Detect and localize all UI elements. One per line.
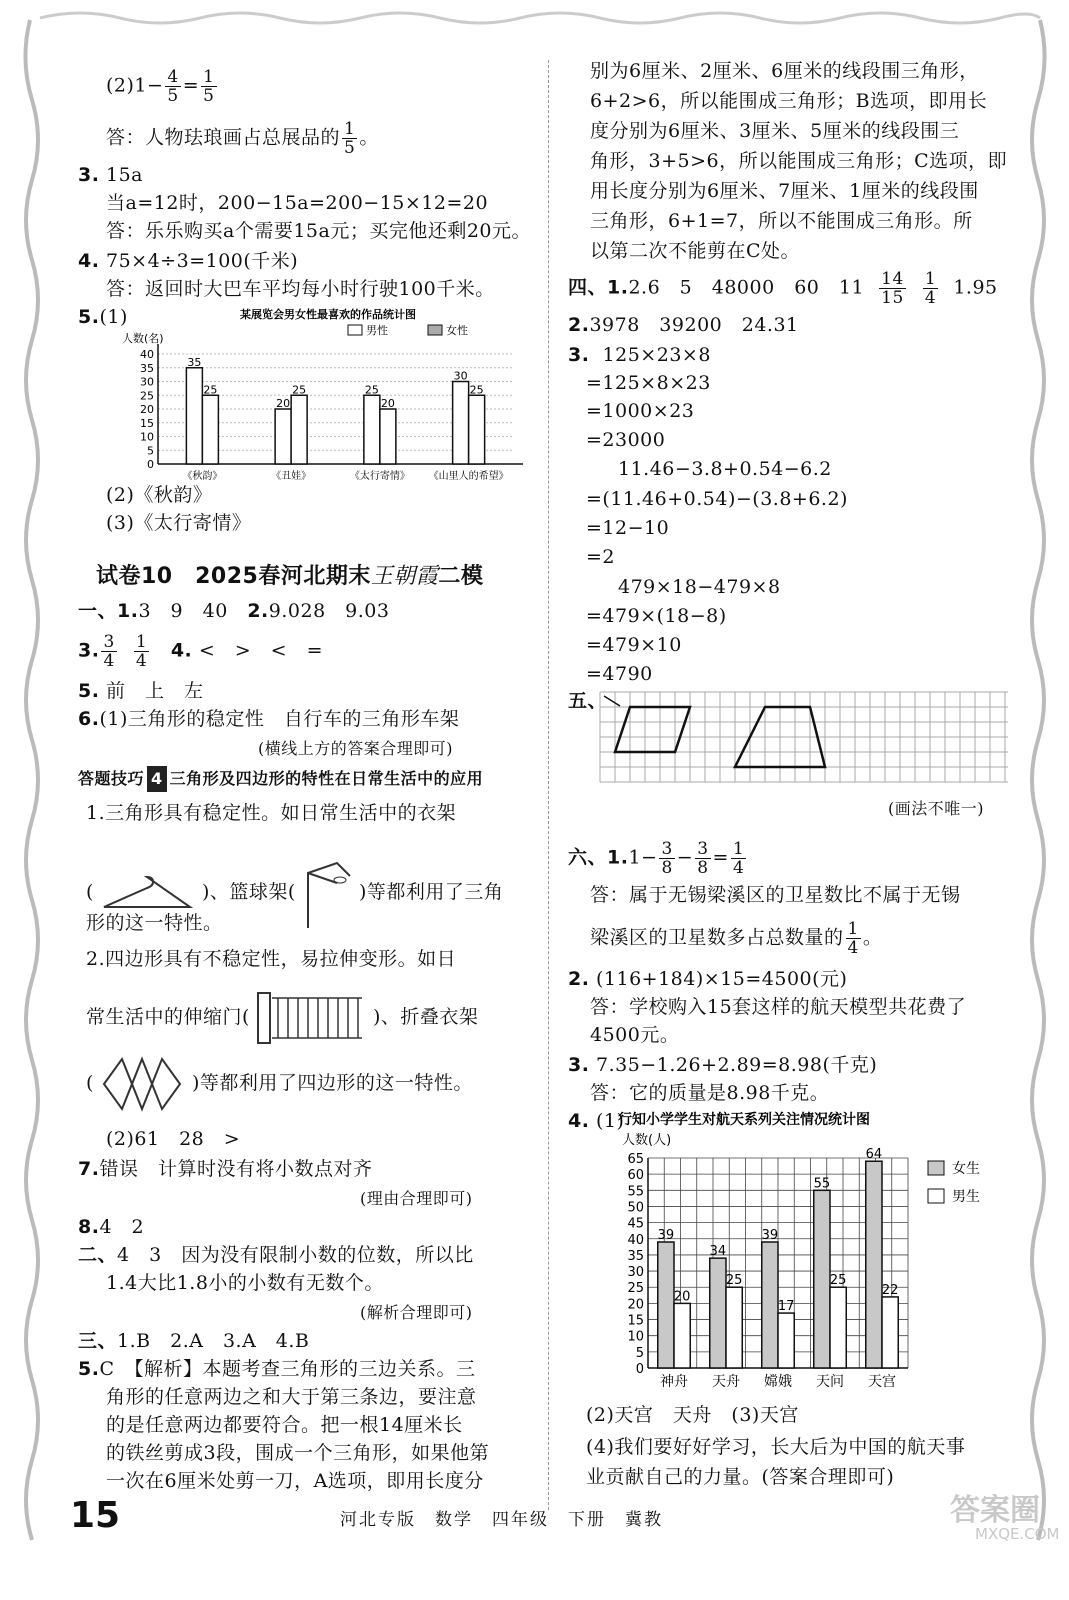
tip-2a: 2.四边形具有不稳定性，易拉伸变形。如日 xyxy=(86,948,457,970)
tip-1a: 1.三角形具有稳定性。如日常生活中的衣架 xyxy=(86,802,457,824)
calc: 479×18−479×8 xyxy=(618,576,781,598)
calc: =479×10 xyxy=(586,634,682,656)
bar-chart-exhibition xyxy=(118,304,538,484)
tip-1b: ( )、篮球架( )等都利用了三角 xyxy=(86,858,503,928)
y-tick-label: 60 xyxy=(627,1168,644,1184)
q4-line: 4. 75×4÷3=100(千米) xyxy=(78,250,299,272)
y-tick-label: 0 xyxy=(147,458,154,471)
test-title: 试卷10 2025春河北期末王朝霞二模 xyxy=(96,564,484,589)
r-line-2: 6+2>6，所以能围成三角形；B选项，即用长 xyxy=(590,90,988,112)
s3-5d: 的铁丝剪成3段，围成一个三角形，如果他第 xyxy=(106,1442,490,1464)
s6-1-answer-b: 梁溪区的卫星数多占总数量的 $\frac{1}{4}$ 。 xyxy=(590,919,883,958)
q3-answer: 答：乐乐购买a个需要15a元；买完他还剩20元。 xyxy=(106,220,532,242)
data-label: 20 xyxy=(276,397,291,410)
s6-4-2: (2)天宫 天舟 (3)天宫 xyxy=(586,1404,799,1426)
y-tick-label: 15 xyxy=(627,1313,644,1329)
x-tick-label: 天宫 xyxy=(868,1374,896,1390)
page-number: 15 xyxy=(70,1495,121,1536)
calc: 11.46−3.8+0.54−6.2 xyxy=(618,458,832,480)
r-line-6: 三角形，6+1=7，所以不能围成三角形。所 xyxy=(590,210,973,232)
data-label: 35 xyxy=(187,355,202,369)
s2-note: (解析合理即可) xyxy=(360,1303,473,1322)
s6-4-line: 4. (1) xyxy=(568,1110,625,1132)
data-label: 55 xyxy=(813,1176,831,1192)
q4-answer: 答：返回时大巴车平均每小时行驶100千米。 xyxy=(106,278,495,300)
page-footer xyxy=(70,1493,1060,1545)
s3-line: 三、1.B 2.A 3.A 4.B xyxy=(78,1330,310,1352)
legend-label: 女生 xyxy=(952,1161,980,1177)
bar-chart-space-program xyxy=(608,1108,1028,1398)
bar xyxy=(778,1313,794,1368)
bar xyxy=(453,382,469,465)
parallelogram-shape xyxy=(615,707,690,752)
x-tick-label: 神舟 xyxy=(660,1374,688,1390)
s3-5e: 一次在6厘米处剪一刀，A选项，即用长度分 xyxy=(106,1470,484,1492)
data-label: 25 xyxy=(364,383,379,397)
s1-7: 7.错误 计算时没有将小数点对齐 xyxy=(78,1158,373,1180)
chart-title: 行知小学学生对航天系列关注情况统计图 xyxy=(618,1112,870,1128)
legend-label: 男性 xyxy=(366,324,388,337)
data-label: 20 xyxy=(380,397,395,410)
y-tick-label: 65 xyxy=(627,1152,644,1167)
data-label: 25 xyxy=(829,1273,847,1289)
s6-2-answer-b: 4500元。 xyxy=(590,1024,680,1046)
calc: =4790 xyxy=(586,663,653,685)
bar xyxy=(658,1242,674,1368)
y-tick-label: 15 xyxy=(140,416,154,430)
fraction: $\frac{4}{5}$ xyxy=(167,67,179,106)
x-tick-label: 《山里人的希望》 xyxy=(428,471,509,482)
data-label: 25 xyxy=(292,383,307,397)
watermark-url: MXQE.COM xyxy=(975,1525,1060,1543)
q3-line: 3. 15a xyxy=(78,164,144,186)
r-line-5: 用长度分别为6厘米、7厘米、1厘米的线段围 xyxy=(590,180,979,202)
bar xyxy=(469,395,485,464)
x-tick-label: 天问 xyxy=(816,1374,844,1390)
calc: =12−10 xyxy=(586,517,670,539)
y-tick-label: 10 xyxy=(140,430,154,444)
s5-label: 五、 xyxy=(568,690,608,712)
footer-text: 河北专版 数学 四年级 下册 冀教 xyxy=(340,1510,663,1530)
y-tick-label: 40 xyxy=(627,1232,644,1248)
s1-6: 6.(1)三角形的稳定性 自行车的三角形车架 xyxy=(78,708,460,730)
x-tick-label: 嫦娥 xyxy=(764,1374,792,1390)
data-label: 64 xyxy=(865,1147,883,1163)
calc: =(11.46+0.54)−(3.8+6.2) xyxy=(586,488,848,510)
bar xyxy=(882,1297,898,1368)
x-tick-label: 《秋韵》 xyxy=(182,471,223,482)
calc: =1000×23 xyxy=(586,400,695,422)
calc: =479×(18−8) xyxy=(586,605,727,627)
tip-2b: 常生活中的伸缩门( )、折叠衣架 xyxy=(86,988,478,1048)
hanger-icon xyxy=(100,873,195,913)
y-tick-label: 0 xyxy=(635,1362,644,1377)
s6-1-line: 六、1.1− $\frac{3}{8}$ − $\frac{3}{8}$ = $\frac{1}{4}$ xyxy=(568,839,745,878)
data-label: 22 xyxy=(881,1282,899,1298)
x-tick-label: 天舟 xyxy=(712,1374,740,1390)
q5-3: (3)《太行寄情》 xyxy=(106,512,252,534)
s1-3-line: 3. $\frac{3}{4}$ $\frac{1}{4}$ 4. < > < = xyxy=(78,632,324,671)
y-axis-label: 人数(名) xyxy=(122,332,164,345)
s1-6-2: (2)61 28 > xyxy=(106,1128,241,1150)
y-tick-label: 35 xyxy=(627,1248,644,1264)
bar xyxy=(186,368,202,464)
answer-line: 答：人物珐琅画占总展品的 $\frac{1}{5}$ 。 xyxy=(106,119,379,158)
column-divider xyxy=(548,60,549,1510)
s3-5b: 角形的任意两边之和大于第三条边，要注意 xyxy=(106,1386,477,1408)
bar xyxy=(291,395,307,464)
text: (2)1− xyxy=(106,74,164,97)
y-axis-label: 人数(人) xyxy=(622,1133,672,1148)
tip-header: 答题技巧 4 三角形及四边形的特性在日常生活中的应用 xyxy=(78,766,483,792)
data-label: 25 xyxy=(469,383,484,397)
y-tick-label: 55 xyxy=(627,1184,644,1200)
data-label: 39 xyxy=(657,1228,675,1243)
bar xyxy=(380,409,396,464)
s4-3-c1: 3. 125×23×8 xyxy=(568,344,711,366)
x-tick-label: 《太行寄情》 xyxy=(349,471,410,482)
s6-2-answer: 答：学校购入15套这样的航天模型共花费了 xyxy=(590,996,967,1018)
s6-4-4b: 业贡献自己的力量。(答案合理即可) xyxy=(586,1466,895,1488)
calc: =125×8×23 xyxy=(586,372,711,394)
s2-line-b: 1.4大比1.8小的小数有无数个。 xyxy=(106,1272,384,1294)
legend-swatch xyxy=(348,325,362,335)
data-label: 34 xyxy=(709,1244,727,1260)
bar xyxy=(202,395,218,464)
y-tick-label: 30 xyxy=(140,375,154,389)
y-tick-label: 30 xyxy=(627,1265,644,1281)
legend-label: 男生 xyxy=(952,1189,980,1205)
s1-8: 8.4 2 xyxy=(78,1216,145,1238)
y-tick-label: 10 xyxy=(627,1329,644,1345)
s6-3-answer: 答：它的质量是8.98千克。 xyxy=(590,1082,830,1104)
fraction: $\frac{1}{5}$ xyxy=(344,119,356,158)
calc: =2 xyxy=(586,546,616,568)
bar xyxy=(364,395,380,464)
s6-4-4a: (4)我们要好好学习，长大后为中国的航天事 xyxy=(586,1436,966,1458)
data-label: 39 xyxy=(761,1228,779,1243)
y-tick-label: 25 xyxy=(627,1281,644,1297)
bar xyxy=(830,1287,846,1368)
telescopic-gate-icon xyxy=(256,988,366,1048)
q5-line: 5.(1) xyxy=(78,306,128,328)
s1-6-note: (横线上方的答案合理即可) xyxy=(258,739,453,758)
folding-rack-icon xyxy=(100,1054,185,1114)
legend-label: 女性 xyxy=(446,324,468,337)
s4-line-2: 2.3978 39200 24.31 xyxy=(568,314,799,336)
s6-1-answer-a: 答：属于无锡梁溪区的卫星数比不属于无锡 xyxy=(590,884,961,906)
y-tick-label: 45 xyxy=(627,1216,644,1232)
legend-swatch xyxy=(928,1189,944,1203)
legend-swatch xyxy=(928,1161,944,1175)
grid-drawing xyxy=(598,690,1010,790)
fraction: $\frac{1}{5}$ xyxy=(203,67,215,106)
bar xyxy=(762,1242,778,1368)
y-tick-label: 25 xyxy=(140,389,154,403)
y-tick-label: 40 xyxy=(140,348,154,361)
line-2-1-5: (2)1− $\frac{4}{5}$ = $\frac{1}{5}$ xyxy=(106,67,215,106)
bar xyxy=(726,1287,742,1368)
data-label: 25 xyxy=(725,1273,743,1289)
data-label: 17 xyxy=(777,1299,795,1315)
y-tick-label: 5 xyxy=(147,444,154,458)
watermark-logo: 答案圈 xyxy=(950,1493,1040,1528)
r-line-3: 度分别为6厘米、3厘米、5厘米的线段围三 xyxy=(590,120,960,142)
s3-5c: 的是任意两边都要符合。把一根14厘米长 xyxy=(106,1414,463,1436)
x-tick-label: 《丑娃》 xyxy=(271,471,312,482)
chart-title: 某展览会男女性最喜欢的作品统计图 xyxy=(240,308,416,321)
signature: 王朝霞 xyxy=(370,564,439,589)
q3-calc: 当a=12时，200−15a=200−15×12=20 xyxy=(106,192,489,214)
s2-line: 二、4 3 因为没有限制小数的位数，所以比 xyxy=(78,1244,474,1266)
basketball-hoop-icon xyxy=(302,858,352,928)
s3-5a: 5.C 【解析】本题考查三角形的三边关系。三 xyxy=(78,1358,476,1380)
q5-2: (2)《秋韵》 xyxy=(106,484,213,506)
legend-swatch xyxy=(428,325,442,335)
y-tick-label: 20 xyxy=(140,403,154,416)
data-label: 20 xyxy=(673,1289,691,1305)
bar xyxy=(710,1258,726,1368)
s5-note: (画法不唯一) xyxy=(888,799,984,818)
tip-2c: ( )等都利用了四边形的这一特性。 xyxy=(86,1054,473,1114)
y-tick-label: 5 xyxy=(635,1345,644,1361)
data-label: 30 xyxy=(453,369,468,383)
data-label: 25 xyxy=(203,383,218,397)
bar xyxy=(674,1303,690,1368)
tip-1c: 形的这一特性。 xyxy=(86,912,223,934)
calc: =23000 xyxy=(586,429,666,451)
r-line-1: 别为6厘米、2厘米、6厘米的线段围三角形， xyxy=(590,60,979,82)
s1-5: 5. 前 上 左 xyxy=(78,680,204,702)
y-tick-label: 35 xyxy=(140,361,154,375)
bar xyxy=(866,1161,882,1368)
y-tick-label: 50 xyxy=(627,1200,644,1216)
s1-7-note: (理由合理即可) xyxy=(360,1189,473,1208)
r-line-4: 角形，3+5>6，所以能围成三角形；C选项，即 xyxy=(590,150,1008,172)
bar xyxy=(275,409,291,464)
s1-line: 一、1.3 9 40 2.9.028 9.03 xyxy=(78,600,390,622)
bar xyxy=(814,1190,830,1368)
s6-2-line: 2. (116+184)×15=4500(元) xyxy=(568,968,848,990)
r-line-7: 以第二次不能剪在C处。 xyxy=(590,240,801,262)
s4-line-1: 四、1.2.6 5 48000 60 11 $\frac{14}{15}$ $\frac{1}{4}$ 1.95 xyxy=(568,269,998,308)
y-tick-label: 20 xyxy=(627,1297,644,1313)
s6-3-line: 3. 7.35−1.26+2.89=8.98(千克) xyxy=(568,1054,878,1076)
